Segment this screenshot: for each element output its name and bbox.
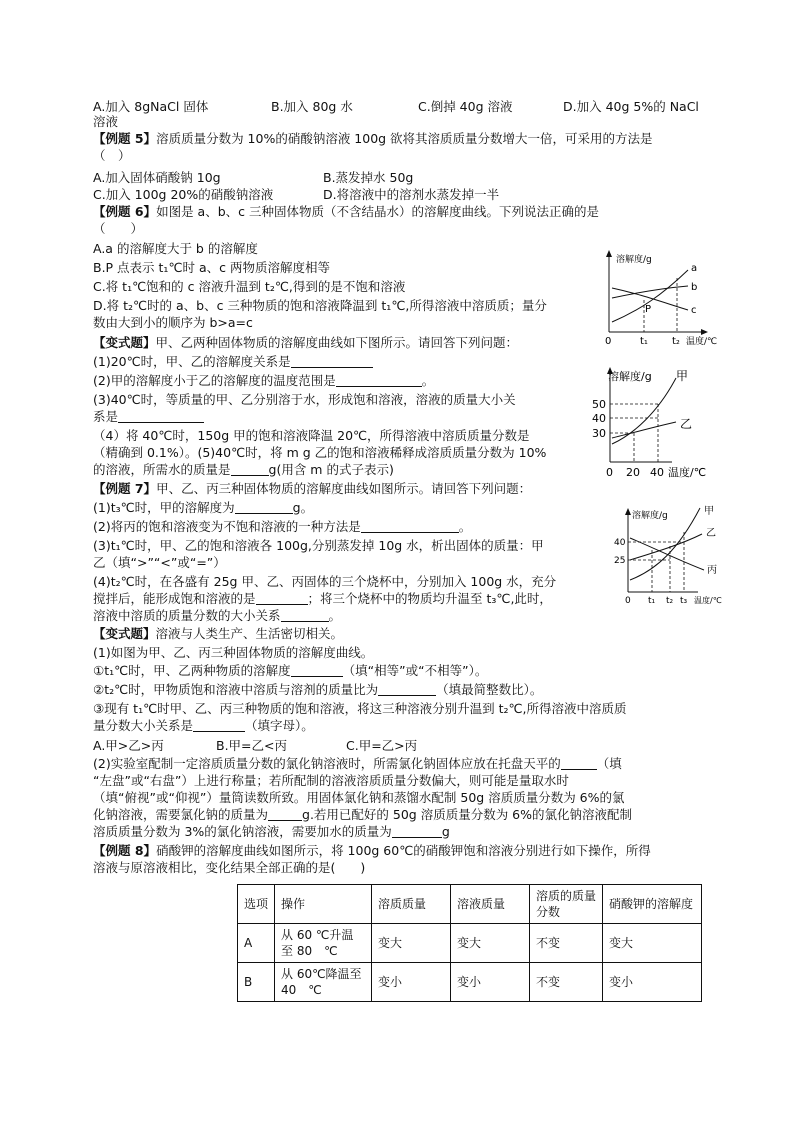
jyb-series-yi: 乙	[706, 528, 716, 539]
var2-p2c: （填“俯视”或“仰视”）量筒读数所致。用固体氯化钠和蒸馏水配制 50g 溶质质量分数为 6%的氯	[93, 790, 625, 805]
ex6-stem	[93, 204, 599, 220]
ex5-stem	[93, 131, 653, 147]
q4-option-a: A.加入 8gNaCl 固体	[93, 99, 209, 114]
jyb-ylabel: 溶解度/g	[632, 511, 668, 521]
ex7-q4c-text: 溶液中溶质的质量分数的大小关系	[93, 608, 281, 623]
ex7-q4b	[93, 591, 552, 607]
var1-stem-text: 甲、乙两种固体物质的溶解度曲线如下图所示。请回答下列问题：	[155, 335, 519, 350]
jyb-tick-t1: t₁	[648, 596, 656, 606]
ex5-option-a: A.加入固体硝酸钠 10g	[93, 170, 221, 185]
var2-p2d	[93, 807, 632, 823]
table-row	[238, 963, 702, 1002]
var1-q3-blank[interactable]	[118, 410, 204, 423]
jy-xlabel: 温度/℃	[668, 466, 707, 479]
jy-tick-x20: 20	[626, 466, 640, 479]
jyb-tick-x0: 0	[625, 596, 631, 606]
var2-stem	[93, 626, 343, 642]
ex7-q2	[93, 519, 471, 535]
row-b-solute: 变小	[372, 963, 451, 1002]
ex7-q2-text: (2)将丙的饱和溶液变为不饱和溶液的一种方法是	[93, 519, 361, 534]
var2-c3a: ③现有 t₁℃时甲、乙、丙三种物质的饱和溶液，将这三种溶液分别升温到 t₂℃,所得溶液中溶质质	[93, 701, 627, 716]
var2-c2-text: ②t₂℃时，甲物质饱和溶液中溶质与溶剂的质量比为	[93, 682, 379, 697]
th-solubility: 硝酸钾的溶解度	[603, 885, 702, 924]
var2-p2d-end: g.若用已配好的 50g 溶质质量分数为 6%的氯化钠溶液配制	[302, 807, 633, 822]
ex7-q4b-text: 搅拌后，能形成饱和溶液的是	[93, 591, 256, 606]
var2-p2a-end: （填	[596, 756, 622, 771]
var1-q4c-text: 的溶液，所需水的质量是	[93, 462, 231, 477]
ex7-stem	[93, 481, 531, 497]
ex5-stem-text: 溶质质量分数为 10%的硝酸钠溶液 100g 欲将其溶质质量分数增大一倍，可采用的方法是	[156, 131, 653, 146]
ex6-option-a: A.a 的溶解度大于 b 的溶解度	[93, 241, 258, 256]
var2-c2	[93, 682, 542, 698]
jyb-series-bing: 丙	[707, 565, 717, 576]
ex5-option-d: D.将溶液中的溶剂水蒸发掉一半	[323, 187, 500, 202]
ex7-q4b-end: ；将三个烧杯中的物质均升温至 t₃℃,此时，	[307, 591, 552, 606]
ex8-stem-text: 硝酸钾的溶解度曲线如图所示，将 100g 60℃的硝酸钾饱和溶液分别进行如下操作，所得	[156, 843, 651, 858]
jyb-series-jia: 甲	[704, 506, 714, 517]
jy-series-yi: 乙	[680, 417, 693, 431]
table-header-row	[238, 885, 702, 924]
var2-p2a-text: (2)实验室配制一定溶质质量分数的氯化钠溶液时，所需氯化钠固体应放在托盘天平的	[93, 756, 561, 771]
var2-p2e-text: 溶质质量分数为 3%的氯化钠溶液，需要加水的质量为	[93, 824, 392, 839]
var2-c1-blank[interactable]	[291, 664, 343, 677]
var2-stem-text: 溶液与人类生产、生活密切相关。	[155, 626, 344, 641]
var1-q4b: （精确到 0.1%）。(5)40℃时，将 m g 乙的饱和溶液稀释成溶质质量分数为 10%	[93, 445, 547, 460]
var1-q3b	[93, 409, 204, 425]
ex6-option-d2: 数由大到小的顺序为 b>a=c	[93, 315, 253, 330]
jyb-curve-bing	[630, 538, 704, 570]
ex5-option-b: B.蒸发掉水 50g	[323, 170, 414, 185]
var1-q5-blank[interactable]	[231, 463, 269, 476]
ex7-q4c-blank[interactable]	[281, 609, 329, 622]
jia-yi-solubility-chart	[588, 362, 728, 480]
var2-option-a: A.甲>乙>丙	[93, 738, 164, 753]
row-a-solution: 变大	[451, 924, 530, 963]
abc-t1: t₁	[640, 336, 648, 347]
var2-c3b-text: 量分数大小关系是	[93, 718, 194, 733]
var1-q3a: (3)40℃时，等质量的甲、乙分别溶于水，形成饱和溶液，溶液的质量大小关	[93, 392, 516, 407]
var2-c3b	[93, 718, 314, 734]
th-mass-fraction: 溶质的质量分数	[530, 885, 603, 924]
ex7-q1-blank[interactable]	[235, 501, 293, 514]
abc-label-b: b	[691, 282, 698, 293]
jy-curve-jia	[612, 378, 676, 444]
abc-xlabel: 温度/℃	[686, 337, 718, 347]
ex7-q4c-end: 。	[328, 608, 342, 623]
abc-solubility-chart	[600, 240, 725, 350]
abc-t2: t₂	[672, 336, 680, 347]
q4-option-b: B.加入 80g 水	[271, 99, 353, 114]
ex8-tag: 【例题 8】	[93, 843, 157, 858]
jyb-tick-y25: 25	[614, 556, 626, 566]
abc-origin: 0	[605, 336, 612, 347]
abc-label-a: a	[691, 263, 698, 274]
jy-ylabel: 溶解度/g	[608, 370, 652, 383]
var2-p2e	[93, 824, 450, 840]
ex7-q3b: 乙（填“>”“<”或“=”）	[93, 555, 226, 570]
var2-p2-blank1[interactable]	[561, 757, 597, 770]
abc-y-arrow	[606, 250, 612, 257]
var1-q1-text: (1)20℃时，甲、乙的溶解度关系是	[93, 354, 291, 369]
ex8-table	[237, 884, 702, 1002]
abc-ylabel: 溶解度/g	[616, 255, 652, 265]
var2-c1-text: ①t₁℃时，甲、乙两种物质的溶解度	[93, 663, 291, 678]
var2-p2a	[93, 756, 622, 772]
row-b-solubility: 变小	[603, 963, 702, 1002]
q4-option-d-cont: 溶液	[93, 114, 119, 129]
row-b-option: B	[238, 963, 275, 1002]
ex7-q3a: (3)t₁℃时，甲、乙的饱和溶液各 100g,分别蒸发掉 10g 水，析出固体的质量：甲	[93, 538, 544, 553]
var2-c1	[93, 663, 487, 679]
var1-q2-blank[interactable]	[336, 374, 422, 387]
jy-tick-y30: 30	[592, 427, 606, 440]
var2-c3-blank[interactable]	[193, 719, 245, 732]
jy-tick-y50: 50	[592, 398, 606, 411]
row-a-option: A	[238, 924, 275, 963]
ex7-q2-end: 。	[458, 519, 472, 534]
ex7-stem-text: 甲、乙、丙三种固体物质的溶解度曲线如图所示。请回答下列问题：	[156, 481, 532, 496]
var2-tag: 【变式题】	[93, 626, 156, 641]
ex6-option-d1: D.将 t₂℃时的 a、b、c 三种物质的饱和溶液降温到 t₁℃,所得溶液中溶质质；量分	[93, 298, 547, 313]
th-option: 选项	[238, 885, 275, 924]
ex6-option-c: C.将 t₁℃饱和的 c 溶液升温到 t₂℃,得到的是不饱和溶液	[93, 279, 406, 294]
ex7-q1-text: (1)t₃℃时，甲的溶解度为	[93, 500, 235, 515]
jy-curve-yi	[612, 422, 676, 438]
var2-c2-end: （填最简整数比）。	[436, 682, 543, 697]
var1-q2	[93, 373, 434, 389]
var2-c1-end: （填“相等”或“不相等”）。	[342, 663, 488, 678]
var1-stem	[93, 335, 518, 351]
th-solute-mass: 溶质质量	[372, 885, 451, 924]
jyb-xlabel: 温度/℃	[694, 596, 722, 605]
ex7-q4a: (4)t₂℃时，在各盛有 25g 甲、乙、丙固体的三个烧杯中，分别加入 100g 水，充分	[93, 574, 557, 589]
var2-option-c: C.甲=乙>丙	[346, 738, 418, 753]
row-a-operation: 从 60 ℃升温至 80 ℃	[275, 924, 372, 963]
jy-series-jia: 甲	[676, 369, 689, 383]
var1-q1	[93, 354, 373, 370]
var1-q2-end: 。	[421, 373, 435, 388]
ex5-stem-paren: （ ）	[93, 148, 131, 163]
ex7-q1	[93, 500, 313, 516]
var2-c2-blank[interactable]	[378, 683, 436, 696]
ex7-q4-blank[interactable]	[256, 592, 308, 605]
jyb-tick-t2: t₂	[666, 596, 674, 606]
row-a-solute: 变大	[372, 924, 451, 963]
row-b-solution: 变小	[451, 963, 530, 1002]
var1-q4c	[93, 462, 394, 478]
row-a-fraction: 不变	[530, 924, 603, 963]
abc-x-arrow	[701, 329, 708, 335]
q4-option-d: D.加入 40g 5%的 NaCl	[563, 99, 699, 114]
ex6-stem-text: 如图是 a、b、c 三种固体物质（不含结晶水）的溶解度曲线。下列说法正确的是	[156, 204, 599, 219]
var2-p2b: “左盘”或“右盘”）上进行称量；若所配制的溶液溶质质量分数偏大，则可能是量取水时	[93, 773, 569, 788]
q4-option-c: C.倒掉 40g 溶液	[418, 99, 513, 114]
ex5-option-c: C.加入 100g 20%的硝酸钠溶液	[93, 187, 274, 202]
th-operation: 操作	[275, 885, 372, 924]
var2-p1: (1)如图为甲、乙、丙三种固体物质的溶解度曲线。	[93, 645, 374, 660]
jyb-y-arrow	[625, 508, 631, 515]
var1-q4a: （4）将 40℃时，150g 甲的饱和溶液降温 20℃，所得溶液中溶质质量分数是	[93, 428, 530, 443]
ex7-q1-end: g。	[292, 500, 314, 515]
var2-p2e-end: g	[441, 824, 450, 839]
ex7-q2-blank[interactable]	[361, 520, 459, 533]
row-b-fraction: 不变	[530, 963, 603, 1002]
var1-q4c-end: g(用含 m 的式子表示)	[268, 462, 394, 477]
ex6-tag: 【例题 6】	[93, 204, 157, 219]
ex8-stem2: 溶液与原溶液相比，变化结果全部正确的是( )	[93, 860, 366, 875]
abc-label-p: P	[645, 304, 652, 315]
var2-p2d-text: 化钠溶液，需要氯化钠的质量为	[93, 807, 269, 822]
var1-q2-text: (2)甲的溶解度小于乙的溶解度的温度范围是	[93, 373, 336, 388]
jy-tick-y40: 40	[592, 412, 606, 425]
var2-p2-blank2[interactable]	[268, 808, 302, 821]
abc-label-c: c	[691, 305, 697, 316]
ex6-stem-paren: （ ）	[93, 221, 144, 236]
th-solution-mass: 溶液质量	[451, 885, 530, 924]
ex5-tag: 【例题 5】	[93, 131, 157, 146]
var1-q1-blank[interactable]	[291, 355, 373, 368]
var2-c3b-end: （填字母）。	[245, 718, 314, 733]
jyb-tick-y40: 40	[614, 538, 626, 548]
table-row	[238, 924, 702, 963]
row-a-solubility: 变大	[603, 924, 702, 963]
var2-p2-blank3[interactable]	[392, 825, 442, 838]
jia-yi-bing-solubility-chart	[612, 502, 737, 610]
ex7-q4c	[93, 608, 341, 624]
jy-tick-x40: 40	[650, 466, 664, 479]
row-b-operation: 从 60℃降温至 40 ℃	[275, 963, 372, 1002]
var1-q3b-text: 系是	[93, 409, 119, 424]
abc-curve-b	[612, 286, 688, 298]
var2-option-b: B.甲=乙<丙	[216, 738, 287, 753]
jy-tick-x0: 0	[606, 466, 613, 479]
var1-tag: 【变式题】	[93, 335, 156, 350]
jyb-tick-t3: t₃	[680, 596, 688, 606]
ex8-stem	[93, 843, 651, 859]
ex6-option-b: B.P 点表示 t₁℃时 a、c 两物质溶解度相等	[93, 260, 330, 275]
ex7-tag: 【例题 7】	[93, 481, 157, 496]
